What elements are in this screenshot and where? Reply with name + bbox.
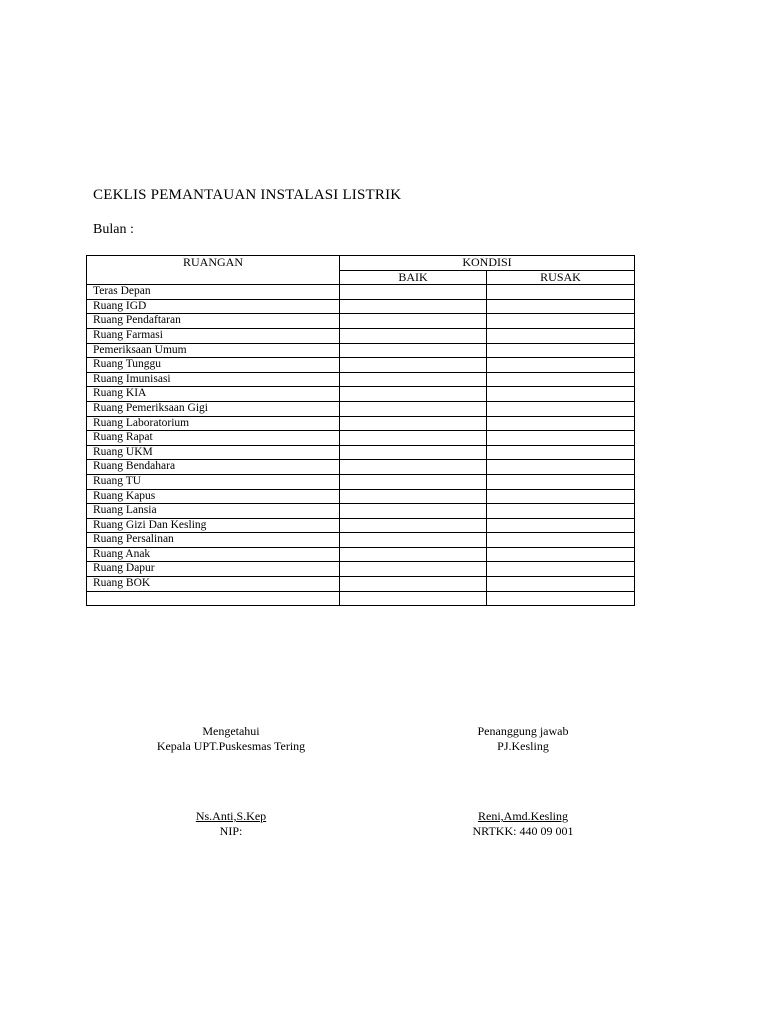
good-checkbox-cell[interactable] — [340, 314, 487, 329]
damaged-checkbox-cell[interactable] — [487, 533, 635, 548]
table-row — [87, 314, 635, 329]
room-name-cell: Ruang IGD — [87, 299, 340, 314]
table-row — [87, 401, 635, 416]
good-checkbox-cell[interactable] — [340, 285, 487, 300]
table-row — [87, 562, 635, 577]
header-good: BAIK — [340, 270, 487, 285]
room-name-cell: Ruang Lansia — [87, 504, 340, 519]
room-name-cell: Ruang Pendaftaran — [87, 314, 340, 329]
table-row — [87, 343, 635, 358]
room-name-cell: Ruang TU — [87, 474, 340, 489]
damaged-checkbox-cell[interactable] — [487, 474, 635, 489]
table-row — [87, 431, 635, 446]
damaged-checkbox-cell[interactable] — [487, 285, 635, 300]
good-checkbox-cell[interactable] — [340, 591, 487, 606]
table-row — [87, 489, 635, 504]
room-name-cell: Ruang Pemeriksaan Gigi — [87, 401, 340, 416]
room-name-cell: Ruang Persalinan — [87, 533, 340, 548]
damaged-checkbox-cell[interactable] — [487, 328, 635, 343]
signature-left-line2: Kepala UPT.Puskesmas Tering — [156, 739, 306, 753]
damaged-checkbox-cell[interactable] — [487, 314, 635, 329]
damaged-checkbox-cell[interactable] — [487, 504, 635, 519]
damaged-checkbox-cell[interactable] — [487, 358, 635, 373]
signature-right-line2: PJ.Kesling — [497, 739, 549, 753]
table-row — [87, 577, 635, 592]
checklist-table — [86, 255, 635, 606]
damaged-checkbox-cell[interactable] — [487, 445, 635, 460]
good-checkbox-cell[interactable] — [340, 577, 487, 592]
good-checkbox-cell[interactable] — [340, 518, 487, 533]
signature-right-id: NRTKK: 440 09 001 — [472, 824, 574, 838]
damaged-checkbox-cell[interactable] — [487, 343, 635, 358]
room-name-cell: Teras Depan — [87, 285, 340, 300]
document-title: CEKLIS PEMANTAUAN INSTALASI LISTRIK — [93, 187, 402, 203]
header-row — [87, 256, 635, 271]
good-checkbox-cell[interactable] — [340, 504, 487, 519]
signature-right-name-block — [423, 809, 623, 839]
table-row — [87, 387, 635, 402]
room-name-cell: Ruang Anak — [87, 547, 340, 562]
damaged-checkbox-cell[interactable] — [487, 299, 635, 314]
damaged-checkbox-cell[interactable] — [487, 460, 635, 475]
damaged-checkbox-cell[interactable] — [487, 489, 635, 504]
header-room: RUANGAN — [87, 256, 340, 285]
header-condition: KONDISI — [340, 256, 635, 271]
damaged-checkbox-cell[interactable] — [487, 562, 635, 577]
room-name-cell: Ruang Laboratorium — [87, 416, 340, 431]
room-name-cell: Ruang Farmasi — [87, 328, 340, 343]
good-checkbox-cell[interactable] — [340, 489, 487, 504]
damaged-checkbox-cell[interactable] — [487, 416, 635, 431]
damaged-checkbox-cell[interactable] — [487, 577, 635, 592]
good-checkbox-cell[interactable] — [340, 416, 487, 431]
signature-right-line1: Penanggung jawab — [477, 724, 569, 738]
room-name-cell: Ruang Tunggu — [87, 358, 340, 373]
damaged-checkbox-cell[interactable] — [487, 387, 635, 402]
room-name-cell: Ruang Imunisasi — [87, 372, 340, 387]
table-row — [87, 285, 635, 300]
table-row — [87, 328, 635, 343]
table-row — [87, 474, 635, 489]
signature-left-block — [131, 724, 331, 754]
table-row — [87, 445, 635, 460]
table-row — [87, 460, 635, 475]
good-checkbox-cell[interactable] — [340, 299, 487, 314]
good-checkbox-cell[interactable] — [340, 533, 487, 548]
header-damaged: RUSAK — [487, 270, 635, 285]
table-row — [87, 533, 635, 548]
good-checkbox-cell[interactable] — [340, 387, 487, 402]
room-name-cell: Pemeriksaan Umum — [87, 343, 340, 358]
table-row — [87, 591, 635, 606]
damaged-checkbox-cell[interactable] — [487, 547, 635, 562]
signature-right-name: Reni,Amd.Kesling — [478, 809, 568, 823]
room-name-cell: Ruang BOK — [87, 577, 340, 592]
damaged-checkbox-cell[interactable] — [487, 431, 635, 446]
room-name-cell: Ruang Bendahara — [87, 460, 340, 475]
table-row — [87, 504, 635, 519]
good-checkbox-cell[interactable] — [340, 401, 487, 416]
room-name-cell: Ruang Gizi Dan Kesling — [87, 518, 340, 533]
good-checkbox-cell[interactable] — [340, 328, 487, 343]
room-name-cell: Ruang Dapur — [87, 562, 340, 577]
table-row — [87, 416, 635, 431]
table-row — [87, 518, 635, 533]
room-name-cell: Ruang Rapat — [87, 431, 340, 446]
good-checkbox-cell[interactable] — [340, 343, 487, 358]
good-checkbox-cell[interactable] — [340, 431, 487, 446]
table-row — [87, 299, 635, 314]
table-row — [87, 358, 635, 373]
good-checkbox-cell[interactable] — [340, 474, 487, 489]
signature-right-block — [423, 724, 623, 754]
signature-left-name: Ns.Anti,S.Kep — [195, 809, 267, 823]
good-checkbox-cell[interactable] — [340, 460, 487, 475]
good-checkbox-cell[interactable] — [340, 547, 487, 562]
room-name-cell: Ruang Kapus — [87, 489, 340, 504]
damaged-checkbox-cell[interactable] — [487, 401, 635, 416]
month-label: Bulan : — [93, 222, 134, 237]
table-body — [87, 285, 635, 606]
table-row — [87, 547, 635, 562]
signature-left-name-block — [131, 809, 331, 839]
signature-left-line1: Mengetahui — [202, 724, 260, 738]
room-name-cell — [87, 591, 340, 606]
damaged-checkbox-cell[interactable] — [487, 518, 635, 533]
signature-left-id: NIP: — [219, 824, 243, 838]
damaged-checkbox-cell[interactable] — [487, 591, 635, 606]
good-checkbox-cell[interactable] — [340, 372, 487, 387]
good-checkbox-cell[interactable] — [340, 358, 487, 373]
table-row — [87, 372, 635, 387]
good-checkbox-cell[interactable] — [340, 445, 487, 460]
damaged-checkbox-cell[interactable] — [487, 372, 635, 387]
room-name-cell: Ruang KIA — [87, 387, 340, 402]
room-name-cell: Ruang UKM — [87, 445, 340, 460]
good-checkbox-cell[interactable] — [340, 562, 487, 577]
